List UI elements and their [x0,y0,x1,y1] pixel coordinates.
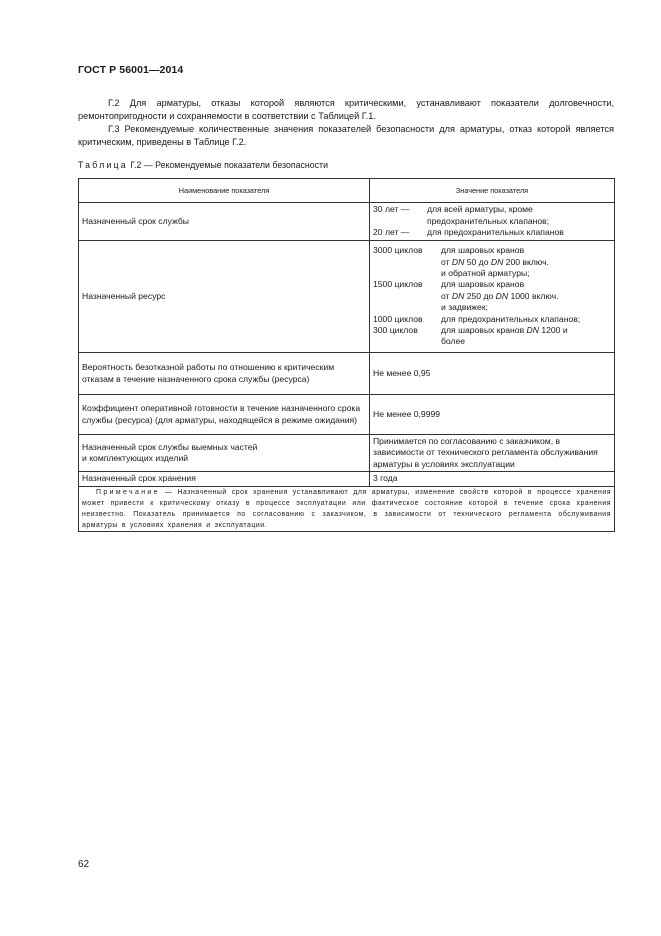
name-line: Назначенный срок службы выемных частей [82,441,258,452]
term-key: 3000 циклов [373,245,423,256]
indicator-value: Принимается по согласованию с заказчиком, в зависимости от технического регламента обслуживания арматуры в условиях эксплуатации [370,435,615,472]
column-header-name: Наименование показателя [79,179,370,203]
document-header: ГОСТ Р 56001—2014 [78,64,184,76]
indicator-name: Вероятность безотказной работы по отношению к критическим отказам в течение назначенного срока службы (ресурса) [79,353,370,395]
table-row [79,435,615,472]
term-value [441,279,611,313]
indicator-value [370,203,615,241]
table-caption-title: — Рекомендуемые показатели безопасности [143,160,328,170]
table-row [79,203,615,241]
value-term [373,204,611,227]
table-row [79,241,615,353]
indicator-name: Назначенный ресурс [79,241,370,353]
note-label: Примечание [96,489,160,496]
page-number: 62 [78,859,90,870]
term-line: и обратной арматуры; [441,267,530,278]
term-line: для шаровых кранов DN 1200 и [441,325,568,336]
column-header-value: Значение показателя [370,179,615,203]
table-row [79,395,615,435]
table-caption-number: Г.2 [130,160,142,170]
indicator-name: Назначенный срок хранения [79,472,370,487]
table-note [79,487,615,532]
name-line: и комплектующих изделий [82,453,189,463]
indicator-value: Не менее 0,9999 [370,395,615,435]
term-key: 1000 циклов [373,313,423,324]
term-key: 30 лет — [373,204,410,215]
term-key: 300 циклов [373,325,418,336]
term-line: для шаровых кранов [441,245,525,256]
term-key: 20 лет — [373,227,410,238]
value-term [373,279,611,313]
term-value [441,245,611,279]
indicator-name: Назначенный срок службы [79,203,370,241]
paragraph-g2: Г.2 Для арматуры, отказы которой являются критическими, устанавливают показатели долговечности, ремонтопригодности и сохраняемости в соответствии с Таблицей Г.1. [78,98,614,121]
indicator-value: 3 года [370,472,615,487]
note-text: — Назначенный срок хранения устанавливают для арматуры, изменение свойств которой в процессе хранения может привести к критическому отказу в процессе эксплуатации или фактическое состояние которой в течение срока хранения неизвестно. Показатель принимается по согласованию с заказчиком, в зависимости от технического регламента обслуживания арматуры в условиях хранения и эксплуатации. [82,489,612,529]
paragraph-g3: Г.3 Рекомендуемые количественные значения показателей безопасности для арматуры, отказ которой является критическим, приведены в Таблице Г.2. [78,124,614,147]
table-note-row [79,487,615,532]
indicator-name: Коэффициент оперативной готовности в течение назначенного срока службы (ресурса) (для арматуры, находящейся в режиме ожидания) [79,395,370,435]
term-line: от DN 250 до DN 1000 включ. [441,290,559,301]
value-term [373,245,611,279]
safety-indicators-table [78,178,615,532]
term-line: и задвижек; [441,302,488,313]
table-header-row [79,179,615,203]
table-row [79,472,615,487]
table-caption-label: Таблица [78,160,128,170]
indicator-value: Не менее 0,95 [370,353,615,395]
indicator-name [79,435,370,472]
table-caption [78,160,328,170]
term-value: для всей арматуры, кроме предохранительных клапанов; [427,204,550,226]
value-term [373,314,611,325]
term-line: для шаровых кранов [441,279,525,290]
term-value: для предохранительных клапанов; [441,313,581,324]
term-key: 1500 циклов [373,279,423,290]
value-term [373,227,611,238]
indicator-value [370,241,615,353]
term-value: для предохранительных клапанов [427,227,564,238]
table-row [79,353,615,395]
term-line: от DN 50 до DN 200 включ. [441,256,549,267]
term-value [441,325,611,348]
term-line: более [441,336,466,347]
value-term [373,325,611,348]
